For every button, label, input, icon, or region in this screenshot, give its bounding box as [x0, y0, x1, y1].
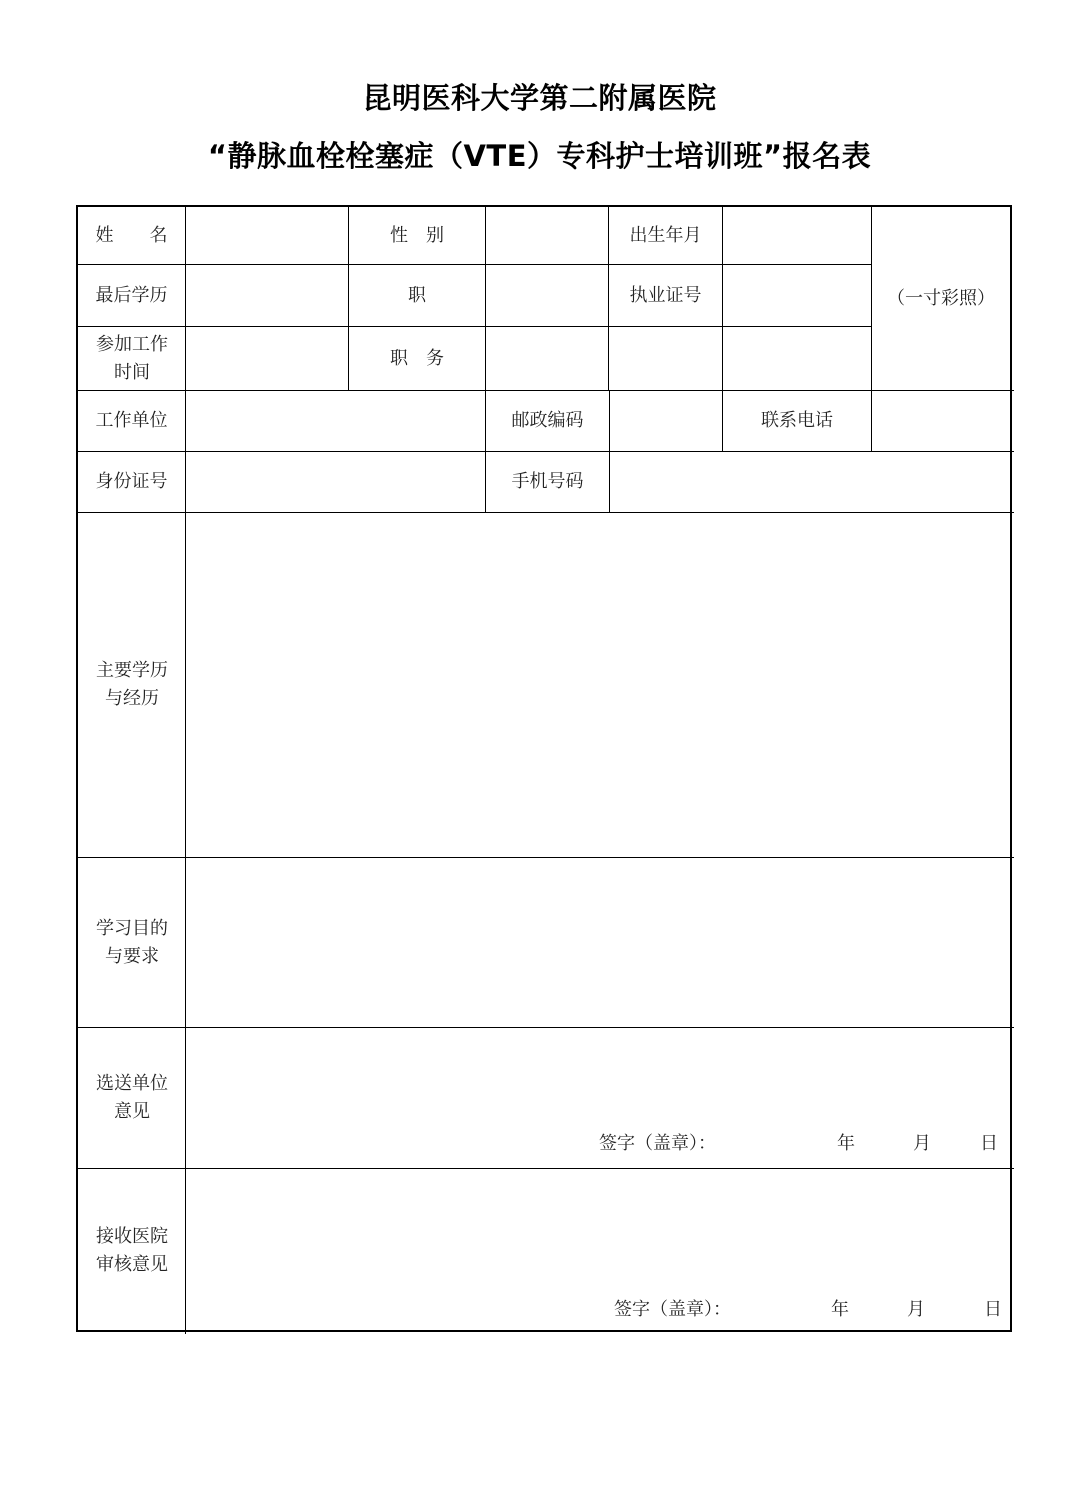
photo-area[interactable]: （一寸彩照）: [887, 287, 995, 309]
postcode-label: 邮政编码: [511, 410, 584, 431]
blank-cell[interactable]: [723, 327, 871, 390]
gender-label: 性 别: [390, 224, 444, 246]
goals-field[interactable]: [186, 858, 1010, 1027]
gender-field[interactable]: [486, 207, 608, 264]
license-label: 执业证号: [629, 284, 702, 306]
form-title-hospital: 昆明医科大学第二附属医院: [362, 81, 717, 115]
work-start-field[interactable]: [186, 327, 348, 390]
id-number-label: 身份证号: [95, 471, 168, 492]
history-label: 主要学历与经历: [96, 660, 168, 709]
professional-title-label: 职: [408, 284, 426, 306]
education-label: 最后学历: [95, 284, 168, 306]
dept-day-label: 日: [980, 1133, 998, 1154]
postcode-field[interactable]: [610, 391, 722, 451]
goals-label: 学习目的与要求: [96, 917, 168, 967]
position-label: 职 务: [390, 347, 444, 369]
hospital-day-label: 日: [984, 1299, 1002, 1320]
work-start-label: 参加工作时间: [96, 333, 168, 383]
workplace-label: 工作单位: [95, 410, 168, 431]
birth-field[interactable]: [723, 207, 871, 264]
registration-form-table: [76, 205, 1012, 1332]
phone-label: 联系电话: [761, 410, 833, 431]
professional-title-field[interactable]: [486, 265, 608, 326]
name-label: 姓 名: [95, 224, 168, 246]
position-field[interactable]: [486, 327, 608, 390]
dept-sign-label: 签字（盖章）：: [599, 1133, 716, 1154]
form-title-course: “静脉血栓栓塞症（VTE）专科护士培训班”报名表: [207, 139, 872, 173]
phone-field[interactable]: [872, 391, 1010, 451]
mobile-field[interactable]: [610, 452, 1010, 512]
birth-label: 出生年月: [629, 224, 702, 246]
hospital-opinion-label: 接收医院审核意见: [96, 1225, 168, 1275]
hospital-year-label: 年: [831, 1299, 849, 1320]
blank-cell[interactable]: [609, 327, 722, 390]
license-field[interactable]: [723, 265, 871, 326]
dept-opinion-field[interactable]: [186, 1028, 1010, 1168]
mobile-label: 手机号码: [511, 471, 584, 492]
dept-year-label: 年: [837, 1133, 855, 1154]
hospital-month-label: 月: [907, 1299, 925, 1320]
dept-opinion-label: 选送单位意见: [96, 1073, 168, 1122]
id-number-field[interactable]: [186, 452, 485, 512]
dept-month-label: 月: [913, 1133, 931, 1154]
history-field[interactable]: [186, 513, 1010, 857]
hospital-opinion-field[interactable]: [186, 1169, 1010, 1332]
workplace-field[interactable]: [186, 391, 485, 451]
education-field[interactable]: [186, 265, 348, 326]
name-field[interactable]: [186, 207, 348, 264]
hospital-sign-label: 签字（盖章）：: [614, 1299, 731, 1320]
